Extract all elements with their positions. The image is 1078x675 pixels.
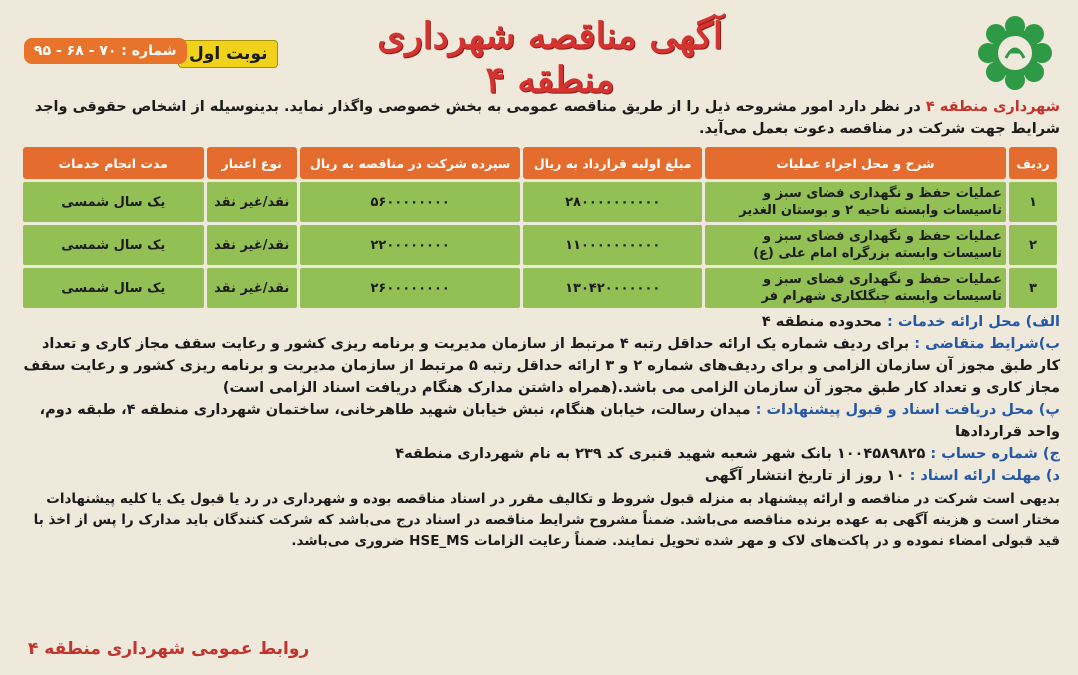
section-alef-text: محدوده منطقه ۴ — [761, 314, 887, 330]
cell-etebar: نقد/غیر نقد — [207, 182, 297, 222]
cell-etebar: نقد/غیر نقد — [207, 268, 297, 308]
cell-sepordeh: ۲۲۰۰۰۰۰۰۰۰ — [300, 225, 521, 265]
section-alef-label: الف) محل ارائه خدمات : — [886, 314, 1060, 330]
ad-title: آگهی مناقصه شهرداری منطقه ۴ — [377, 15, 723, 101]
intro-org: شهرداری منطقه ۴ — [925, 99, 1060, 115]
footer-tail: ضروری می‌باشد. — [291, 533, 410, 549]
cell-moddat: یک سال شمسی — [23, 182, 204, 222]
shomare-badge: شماره : ۷۰ - ۶۸ - ۹۵ — [24, 38, 187, 64]
section-alef — [18, 311, 1060, 333]
intro-text: در نظر دارد امور مشروحه ذیل را از طریق مناقصه عمومی به بخش خصوصی واگذار نماید. بدینوسیله از اشخاص حقوقی واجد شرایط جهت شرکت در مناقصه دعوت بعمل می‌آید. — [34, 99, 1060, 137]
header-mablagh: مبلغ اولیه قرارداد به ریال — [523, 147, 702, 179]
cell-radif: ۳ — [1009, 268, 1057, 308]
section-pe-label: پ) محل دریافت اسناد و قبول پیشنهادات : — [755, 402, 1060, 418]
footer-text: بدیهی است شرکت در مناقصه و ارائه پیشنهاد به منزله قبول شروط و تکالیف مقرر در اسناد مناقصه بوده و شهرداری در رد یا قبول یک یا کلیه پیشنهادات مختار است و هزینه آگهی به عهده برنده مناقصه می‌باشد. ضمناً مشروح شرایط مناقصه در اسناد درج می‌باشد که شرکت کنندگان باید مدارک را پس از اخذ با قید قبولی امضاء نموده و در پاکت‌های لاک و مهر شده تحویل نمایند. ضمناً رعایت الزامات — [33, 491, 1060, 549]
cell-mablagh: ۱۱۰۰۰۰۰۰۰۰۰۰ — [523, 225, 702, 265]
cell-radif: ۱ — [1009, 182, 1057, 222]
cell-desc: عملیات حفظ و نگهداری فضای سبز و تاسیسات وابسته جنگلکاری شهرام فر — [705, 268, 1006, 308]
section-pe-text: میدان رسالت، خیابان هنگام، نبش خیابان شهید طاهرخانی، ساختمان شهرداری منطقه ۴، طبقه دوم، واحد قراردادها — [39, 402, 1060, 440]
cell-mablagh: ۱۳۰۴۲۰۰۰۰۰۰۰ — [523, 268, 702, 308]
cell-radif: ۲ — [1009, 225, 1057, 265]
signature-public-relations: روابط عمومی شهرداری منطقه ۴ — [28, 639, 310, 659]
ad-header — [18, 6, 1060, 101]
footer-hse: HSE_MS — [409, 533, 470, 549]
section-be-text: برای ردیف شماره یک ارائه حداقل رتبه ۴ مرتبط از سازمان مدیریت و برنامه ریزی کشور و رعایت سقف مجاز کاری و تعداد کار طبق مجوز آن سازمان الزامی و برای ردیف‌های شماره ۲ و ۳ ارائه حداقل رتبه ۵ مرتبط از سازمان مدیریت و برنامه ریزی کشور و رعایت سقف مجاز کاری و تعداد کار طبق مجوز آن سازمان الزامی می باشد.(همراه داشتن مدارک هنگام دریافت اسناد الزامی است) — [23, 336, 1060, 396]
header-radif: ردیف — [1009, 147, 1057, 179]
table-row — [23, 268, 1057, 308]
cell-desc: عملیات حفظ و نگهداری فضای سبز و تاسیسات وابسته ناحیه ۲ و بوستان الغدیر — [705, 182, 1006, 222]
section-jim-text: ۱۰۰۴۵۸۹۸۲۵ بانک شهر شعبه شهید قنبری کد ۲۳۹ به نام شهرداری منطقه۴ — [395, 446, 931, 462]
header-moddat: مدت انجام خدمات — [23, 147, 204, 179]
cell-sepordeh: ۲۶۰۰۰۰۰۰۰۰ — [300, 268, 521, 308]
operations-table — [20, 144, 1060, 311]
table-header-row — [23, 147, 1057, 179]
intro-paragraph — [18, 96, 1060, 140]
table-row — [23, 225, 1057, 265]
cell-sepordeh: ۵۶۰۰۰۰۰۰۰۰ — [300, 182, 521, 222]
cell-mablagh: ۲۸۰۰۰۰۰۰۰۰۰۰ — [523, 182, 702, 222]
cell-moddat: یک سال شمسی — [23, 225, 204, 265]
cell-moddat: یک سال شمسی — [23, 268, 204, 308]
header-sepordeh: سپرده شرکت در مناقصه به ریال — [300, 147, 521, 179]
cell-etebar: نقد/غیر نقد — [207, 225, 297, 265]
section-be-label: ب)شرایط متقاضی : — [914, 336, 1060, 352]
section-pe — [18, 399, 1060, 443]
tehran-municipality-logo-icon — [976, 14, 1054, 92]
section-jim-label: ج) شماره حساب : — [930, 446, 1060, 462]
cell-desc: عملیات حفظ و نگهداری فضای سبز و تاسیسات وابسته بزرگراه امام علی (ع) — [705, 225, 1006, 265]
header-etebar: نوع اعتبار — [207, 147, 297, 179]
section-be — [18, 333, 1060, 399]
section-dal-text: ۱۰ روز از تاریخ انتشار آگهی — [704, 468, 910, 484]
section-dal — [18, 465, 1060, 487]
section-dal-label: د) مهلت ارائه اسناد : — [909, 468, 1060, 484]
table-row — [23, 182, 1057, 222]
nobat-badge: نوبت اول — [178, 40, 278, 68]
footer-paragraph — [18, 489, 1060, 552]
section-jim — [18, 443, 1060, 465]
header-desc: شرح و محل اجراء عملیات — [705, 147, 1006, 179]
